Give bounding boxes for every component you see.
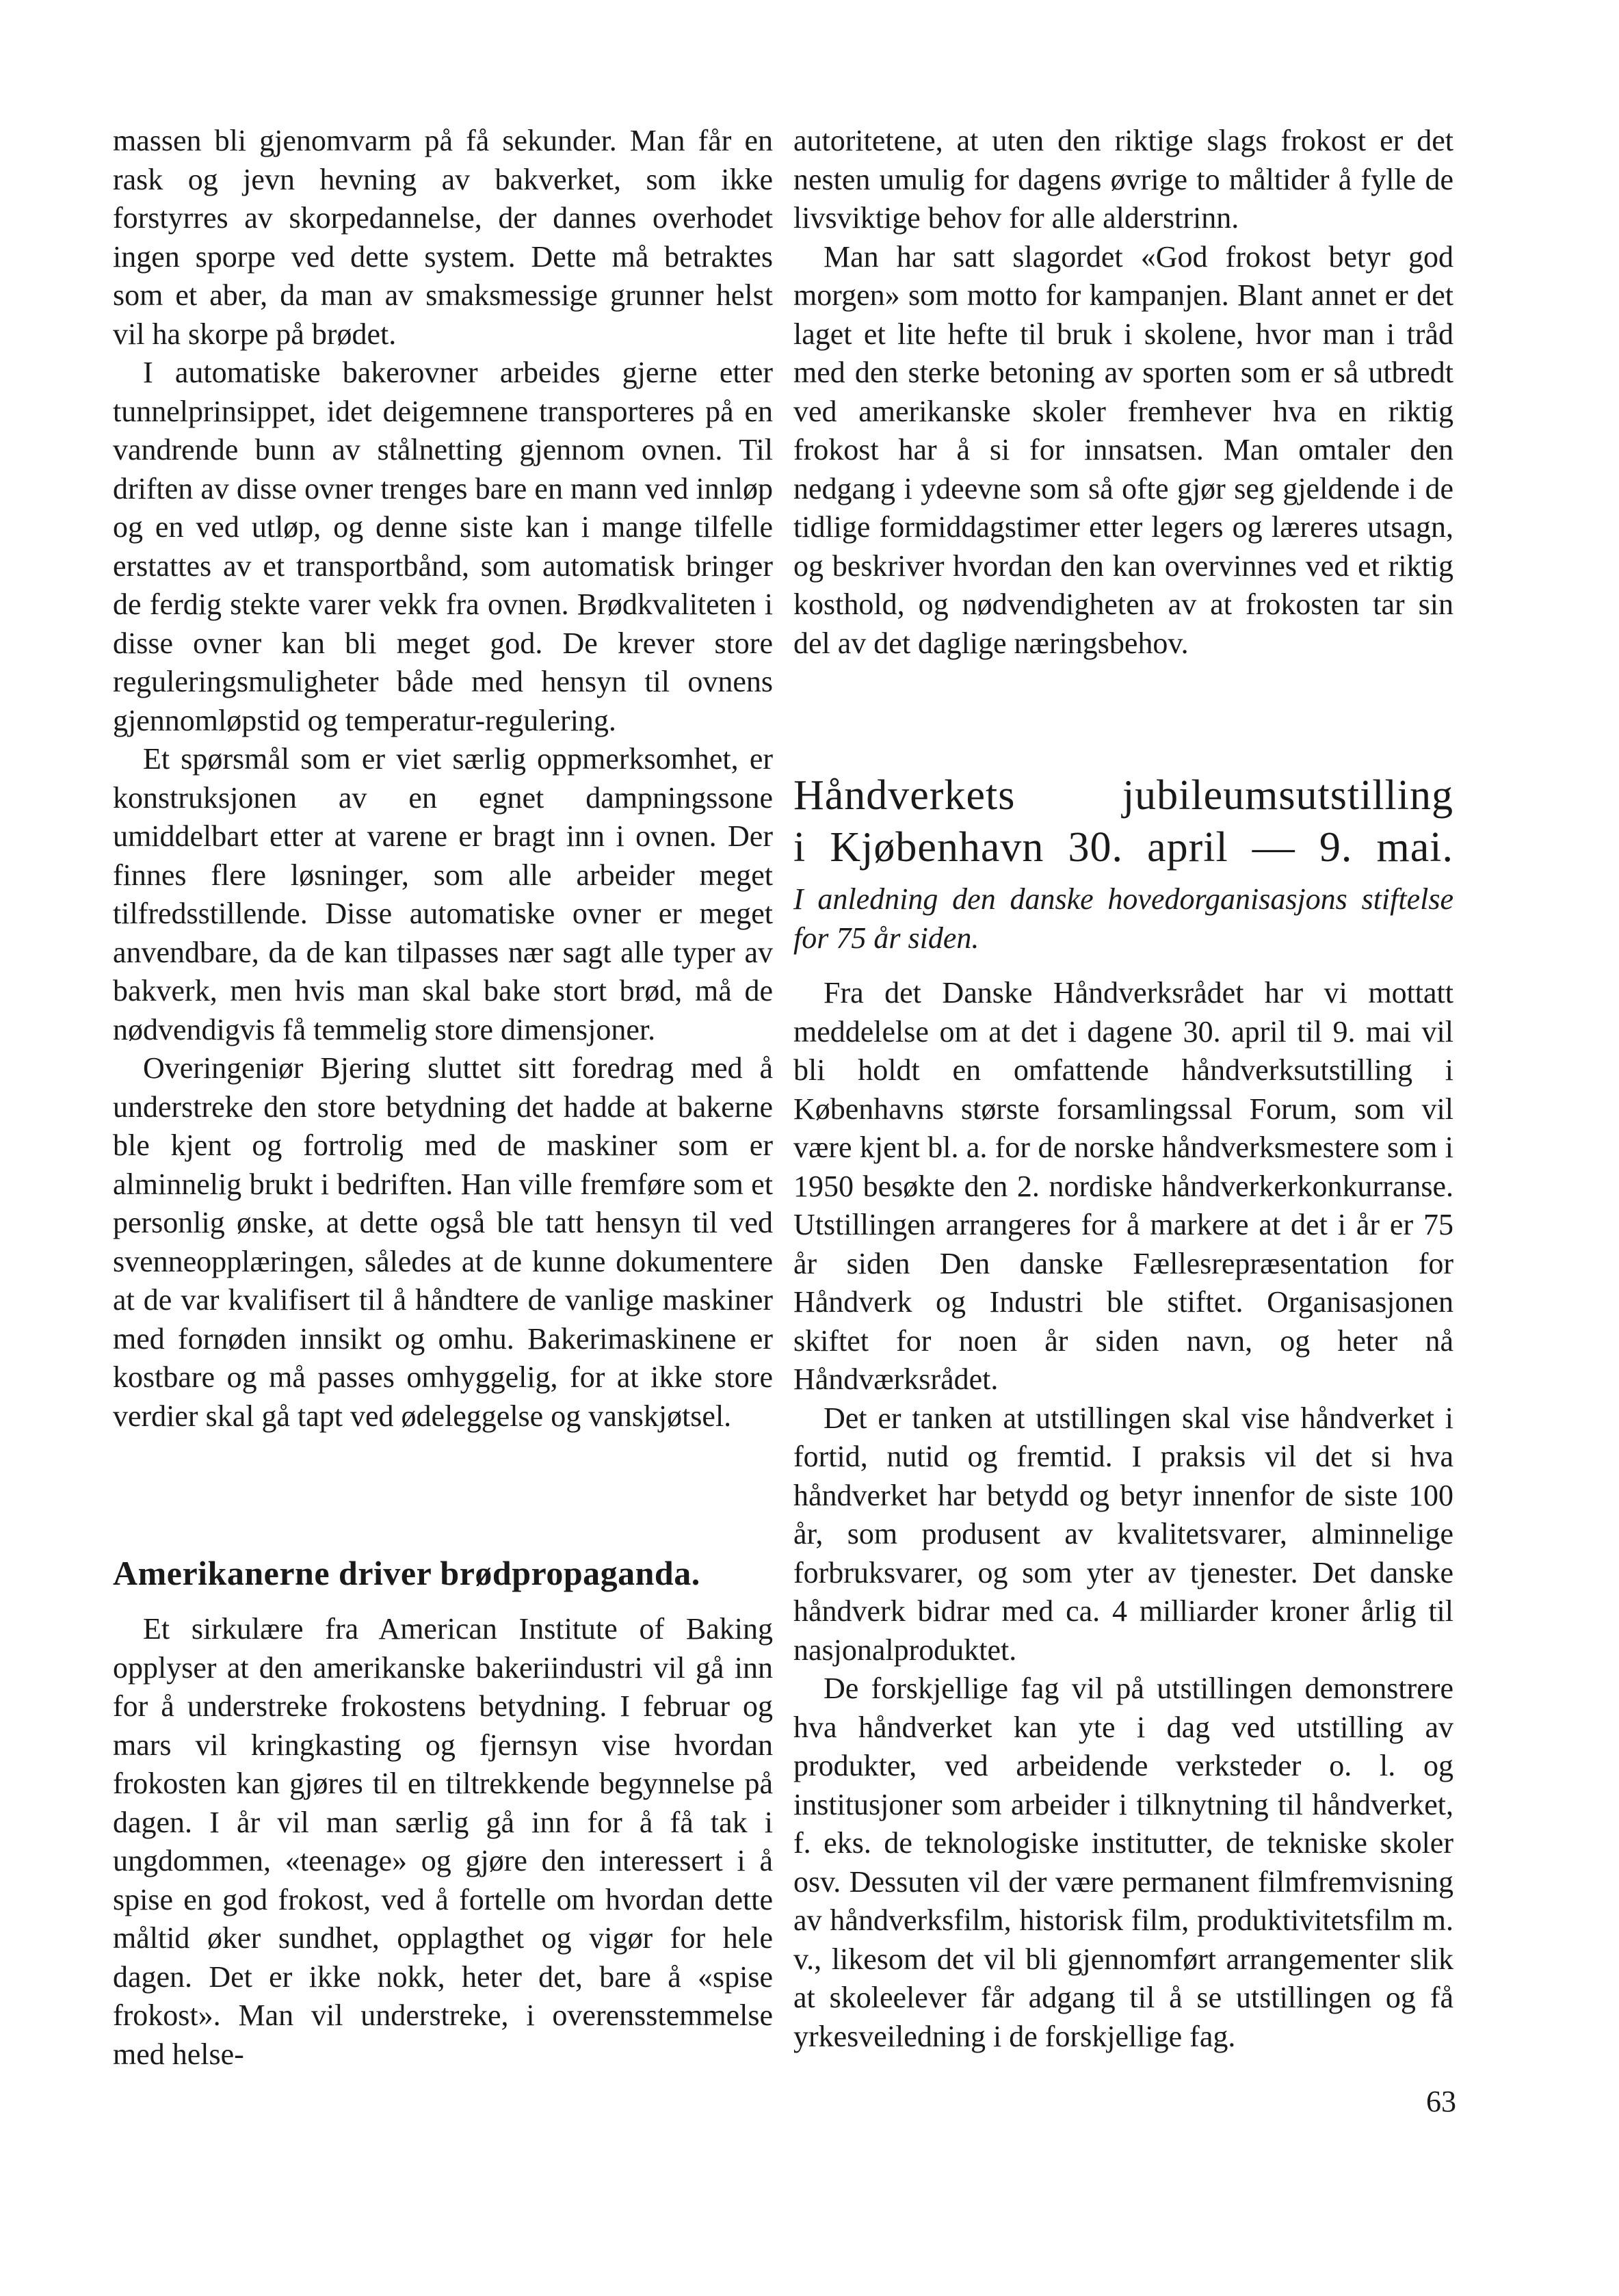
- paragraph: De forskjellige fag vil på utstillingen demonstrere hva håndverket kan yte i dag ved utstilling av produkter, ved arbeidende verksteder o. l. og institusjoner som arbeider i tilknytning til håndverket, f. eks. de teknologiske institutter, de tekniske skoler osv. Dessuten vil der være permanent filmfremvisning av håndverksfilm, historisk film, produktivitetsfilm m. v., likesom det vil bli gjennomført arrangementer slik at skoleelever får adgang til å se utstillingen og få yrkesveiledning i de forskjellige fag.: [793, 1672, 1453, 2053]
- paragraph: Et sirkulære fra American Institute of Baking opplyser at den amerikanske bakeriindustri vil gå inn for å understreke frokostens betydning. I februar og mars vil kringkasting og fjernsyn vise hvordan frokosten kan gjøres til en tiltrekkende begynnelse på dagen. I år vil man særlig gå inn for å få tak i ungdommen, «teenage» og gjøre den interessert i å spise en god frokost, ved å fortelle om hvordan dette måltid øker sundhet, opplagthet og vigør for hele dagen. Det er ikke nokk, heter det, bare å «spise frokost». Man vil understreke, i overensstemmelse med helse-: [113, 1612, 773, 2071]
- article-brodpropaganda: [113, 1553, 773, 2074]
- paragraph: autoritetene, at uten den riktige slags frokost er det nesten umulig for dagens øvrige to måltider å fylle de livsviktige behov for alle alderstrinn.: [793, 124, 1453, 235]
- article-jubileumsutstilling: [793, 769, 1453, 2056]
- heading-line-1: Håndverkets jubileumsutstilling: [793, 772, 1453, 819]
- paragraph: Man har satt slagordet «God frokost betyr god morgen» som motto for kampanjen. Blant annet er det laget et lite hefte til bruk i skolene, hvor man i tråd med den sterke betoning av sporten som er så utbredt ved amerikanske skoler fremhever hva en riktig frokost har å si for innsatsen. Man omtaler den nedgang i ydeevne som så ofte gjør seg gjeldende i de tidlige formiddagstimer etter legers og læreres utsagn, og beskriver hvordan den kan overvinnes ved et riktig kosthold, og nødvendigheten av at frokosten tar sin del av det daglige næringsbehov.: [793, 239, 1453, 660]
- paragraph: Det er tanken at utstillingen skal vise håndverket i fortid, nutid og fremtid. I praksis vil det si hva håndverket har betydd og betyr innenfor de siste 100 år, som produsent av kvalitetsvarer, alminnelige forbruksvarer, og som yter av tjenester. Det danske håndverk bidrar med ca. 4 milliarder kroner årlig til nasjonalproduktet.: [793, 1401, 1453, 1667]
- paragraph: massen bli gjenomvarm på få sekunder. Man får en rask og jevn hevning av bakverket, som ikke forstyrres av skorpedannelse, der dannes overhodet ingen sporpe ved dette system. Dette må betraktes som et aber, da man av smaksmessige grunner helst vil ha skorpe på brødet.: [113, 124, 773, 351]
- left-column: [113, 122, 773, 1436]
- paragraph: Overingeniør Bjering sluttet sitt foredrag med å understreke den store betydning det hadde at bakerne ble kjent og fortrolig med de maskiner som er alminnelig brukt i bedriften. Han ville fremføre som et personlig ønske, at dette også ble tatt hensyn til ved svenneopplæringen, således at de kunne dokumentere at de var kvalifisert til å håndtere de vanlige maskiner med fornøden innsikt og omhu. Bakerimaskinene er kostbare og må passes omhyggelig, for at ikke store verdier skal gå tapt ved ødeleggelse og vanskjøtsel.: [113, 1051, 773, 1433]
- page-number: 63: [1426, 2085, 1456, 2118]
- paragraph: Fra det Danske Håndverksrådet har vi mottatt meddelelse om at det i dagene 30. april til 9. mai vil bli holdt en omfattende håndverksutstilling i Københavns største forsamlingssal Forum, som vil være kjent bl. a. for de norske håndverksmestere som i 1950 besøkte den 2. nordiske håndverkerkonkurranse. Utstillingen arrangeres for å markere at det i år er 75 år siden Den danske Fællesrepræsentation for Håndverk og Industri ble stiftet. Organisasjonen skiftet for noen år siden navn, og heter nå Håndværksrådet.: [793, 976, 1453, 1396]
- paragraph: I automatiske bakerovner arbeides gjerne etter tunnelprinsippet, idet deigemnene transporteres på en vandrende bunn av stålnetting gjennom ovnen. Til driften av disse ovner trenges bare en mann ved innløp og en ved utløp, og denne siste kan i mange tilfelle erstattes av et transportbånd, som automatisk bringer de ferdig stekte varer vekk fra ovnen. Brødkvaliteten i disse ovner kan bli meget god. De krever store reguleringsmuligheter både med hensyn til ovnens gjennomløpstid og temperatur-regulering.: [113, 356, 773, 737]
- paragraph: Et spørsmål som er viet særlig oppmerksomhet, er konstruksjonen av en egnet dampningssone umiddelbart etter at varene er bragt inn i ovnen. Der finnes flere løsninger, som alle arbeider meget tilfredsstillende. Disse automatiske ovner er meget anvendbare, da de kan tilpasses nær sagt alle typer av bakverk, men hvis man skal bake stort brød, må de nødvendigvis få temmelig store dimensjoner.: [113, 742, 773, 1046]
- article-subtitle: I anledning den danske hovedorganisasjons stiftelse for 75 år siden.: [793, 882, 1453, 955]
- article-heading: Amerikanerne driver brødpropaganda.: [113, 1554, 700, 1592]
- right-column: [793, 122, 1453, 663]
- article-heading: [793, 769, 1453, 873]
- heading-line-2: i Kjøbenhavn 30. april — 9. mai.: [793, 824, 1453, 871]
